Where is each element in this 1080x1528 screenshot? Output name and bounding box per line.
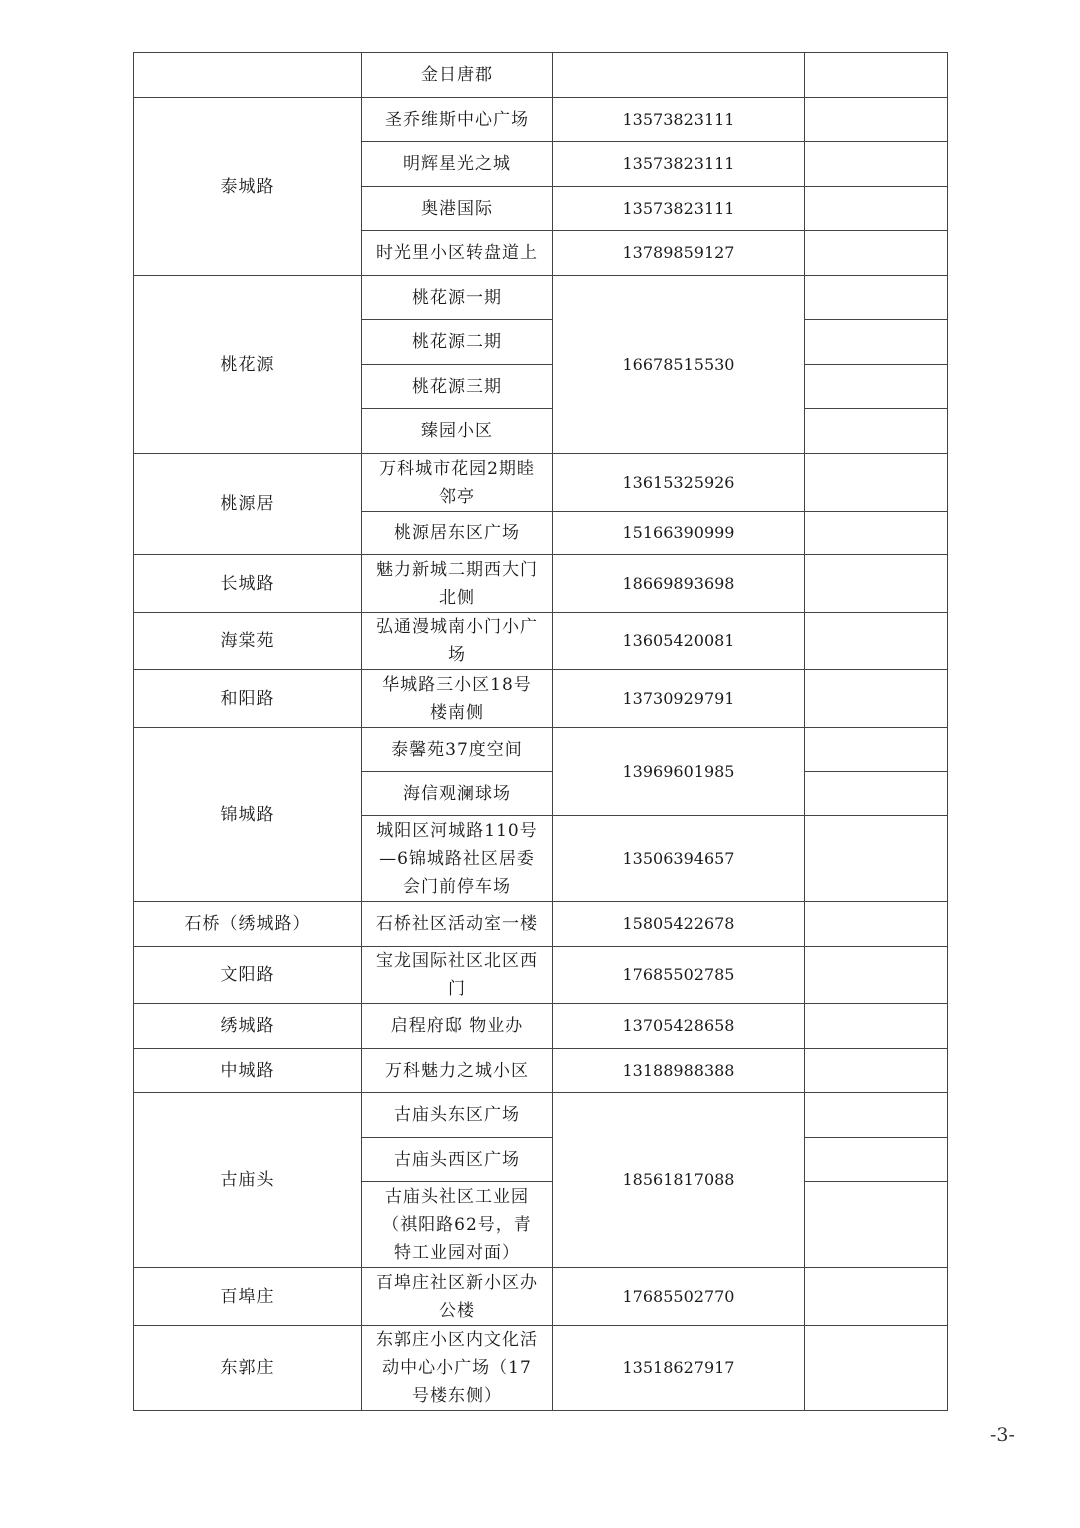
site-cell: 石桥社区活动室一楼 xyxy=(362,902,553,947)
area-cell: 泰城路 xyxy=(134,98,362,276)
site-cell: 万科城市花园2期睦邻亭 xyxy=(362,454,553,512)
remark-cell xyxy=(805,1268,948,1326)
site-cell: 东郭庄小区内文化活动中心小广场（17号楼东侧） xyxy=(362,1326,553,1411)
site-cell: 华城路三小区18号楼南侧 xyxy=(362,670,553,728)
phone-cell: 13705428658 xyxy=(553,1004,805,1049)
area-cell: 和阳路 xyxy=(134,670,362,728)
site-cell: 明辉星光之城 xyxy=(362,142,553,187)
remark-cell xyxy=(805,1138,948,1182)
table-row xyxy=(134,947,948,1004)
area-cell: 百埠庄 xyxy=(134,1268,362,1326)
remark-cell xyxy=(805,454,948,512)
site-cell: 古庙头社区工业园（祺阳路62号，青特工业园对面） xyxy=(362,1182,553,1268)
table-row xyxy=(134,670,948,728)
area-cell: 海棠苑 xyxy=(134,613,362,670)
phone-cell: 15805422678 xyxy=(553,902,805,947)
remark-cell xyxy=(805,816,948,902)
site-cell: 城阳区河城路110号—6锦城路社区居委会门前停车场 xyxy=(362,816,553,902)
site-cell: 百埠庄社区新小区办公楼 xyxy=(362,1268,553,1326)
site-table xyxy=(133,52,948,1411)
remark-cell xyxy=(805,902,948,947)
table-row xyxy=(134,276,948,320)
phone-cell: 13518627917 xyxy=(553,1326,805,1411)
remark-cell xyxy=(805,728,948,772)
remark-cell xyxy=(805,1326,948,1411)
remark-cell xyxy=(805,142,948,187)
phone-cell: 13969601985 xyxy=(553,728,805,816)
remark-cell xyxy=(805,1182,948,1268)
site-cell: 桃源居东区广场 xyxy=(362,512,553,555)
page-number: -3- xyxy=(990,1424,1015,1446)
table-row xyxy=(134,53,948,98)
remark-cell xyxy=(805,1093,948,1138)
site-cell: 古庙头西区广场 xyxy=(362,1138,553,1182)
table-row xyxy=(134,728,948,772)
phone-cell: 13573823111 xyxy=(553,98,805,142)
table-row xyxy=(134,1326,948,1411)
site-cell: 圣乔维斯中心广场 xyxy=(362,98,553,142)
area-cell: 石桥（绣城路） xyxy=(134,902,362,947)
area-cell xyxy=(134,53,362,98)
site-cell: 桃花源一期 xyxy=(362,276,553,320)
phone-cell: 13573823111 xyxy=(553,187,805,231)
remark-cell xyxy=(805,613,948,670)
table-row xyxy=(134,1268,948,1326)
table-row xyxy=(134,1049,948,1093)
site-cell: 宝龙国际社区北区西门 xyxy=(362,947,553,1004)
area-cell: 绣城路 xyxy=(134,1004,362,1049)
area-cell: 锦城路 xyxy=(134,728,362,902)
phone-cell: 16678515530 xyxy=(553,276,805,454)
table-row xyxy=(134,454,948,512)
site-cell: 臻园小区 xyxy=(362,409,553,454)
site-cell: 金日唐郡 xyxy=(362,53,553,98)
phone-cell xyxy=(553,53,805,98)
phone-cell: 13573823111 xyxy=(553,142,805,187)
phone-cell: 13789859127 xyxy=(553,231,805,276)
remark-cell xyxy=(805,409,948,454)
remark-cell xyxy=(805,772,948,816)
remark-cell xyxy=(805,187,948,231)
phone-cell: 18669893698 xyxy=(553,555,805,613)
table-row xyxy=(134,555,948,613)
phone-cell: 15166390999 xyxy=(553,512,805,555)
site-cell: 海信观澜球场 xyxy=(362,772,553,816)
table-row xyxy=(134,613,948,670)
table-row xyxy=(134,902,948,947)
phone-cell: 18561817088 xyxy=(553,1093,805,1268)
area-cell: 东郭庄 xyxy=(134,1326,362,1411)
area-cell: 长城路 xyxy=(134,555,362,613)
area-cell: 桃源居 xyxy=(134,454,362,555)
table-row xyxy=(134,98,948,142)
site-cell: 魅力新城二期西大门北侧 xyxy=(362,555,553,613)
table-row xyxy=(134,1093,948,1138)
area-cell: 古庙头 xyxy=(134,1093,362,1268)
phone-cell: 13605420081 xyxy=(553,613,805,670)
area-cell: 中城路 xyxy=(134,1049,362,1093)
site-cell: 启程府邸 物业办 xyxy=(362,1004,553,1049)
phone-cell: 13615325926 xyxy=(553,454,805,512)
remark-cell xyxy=(805,365,948,409)
remark-cell xyxy=(805,53,948,98)
phone-cell: 17685502785 xyxy=(553,947,805,1004)
site-cell: 奥港国际 xyxy=(362,187,553,231)
site-cell: 古庙头东区广场 xyxy=(362,1093,553,1138)
remark-cell xyxy=(805,1049,948,1093)
area-cell: 桃花源 xyxy=(134,276,362,454)
table-row xyxy=(134,1004,948,1049)
site-cell: 桃花源三期 xyxy=(362,365,553,409)
site-cell: 泰馨苑37度空间 xyxy=(362,728,553,772)
remark-cell xyxy=(805,98,948,142)
phone-cell: 13506394657 xyxy=(553,816,805,902)
remark-cell xyxy=(805,670,948,728)
site-cell: 时光里小区转盘道上 xyxy=(362,231,553,276)
site-cell: 桃花源二期 xyxy=(362,320,553,365)
remark-cell xyxy=(805,555,948,613)
remark-cell xyxy=(805,512,948,555)
remark-cell xyxy=(805,276,948,320)
remark-cell xyxy=(805,947,948,1004)
remark-cell xyxy=(805,320,948,365)
phone-cell: 13730929791 xyxy=(553,670,805,728)
phone-cell: 17685502770 xyxy=(553,1268,805,1326)
remark-cell xyxy=(805,231,948,276)
area-cell: 文阳路 xyxy=(134,947,362,1004)
remark-cell xyxy=(805,1004,948,1049)
site-cell: 万科魅力之城小区 xyxy=(362,1049,553,1093)
phone-cell: 13188988388 xyxy=(553,1049,805,1093)
site-cell: 弘通漫城南小门小广场 xyxy=(362,613,553,670)
